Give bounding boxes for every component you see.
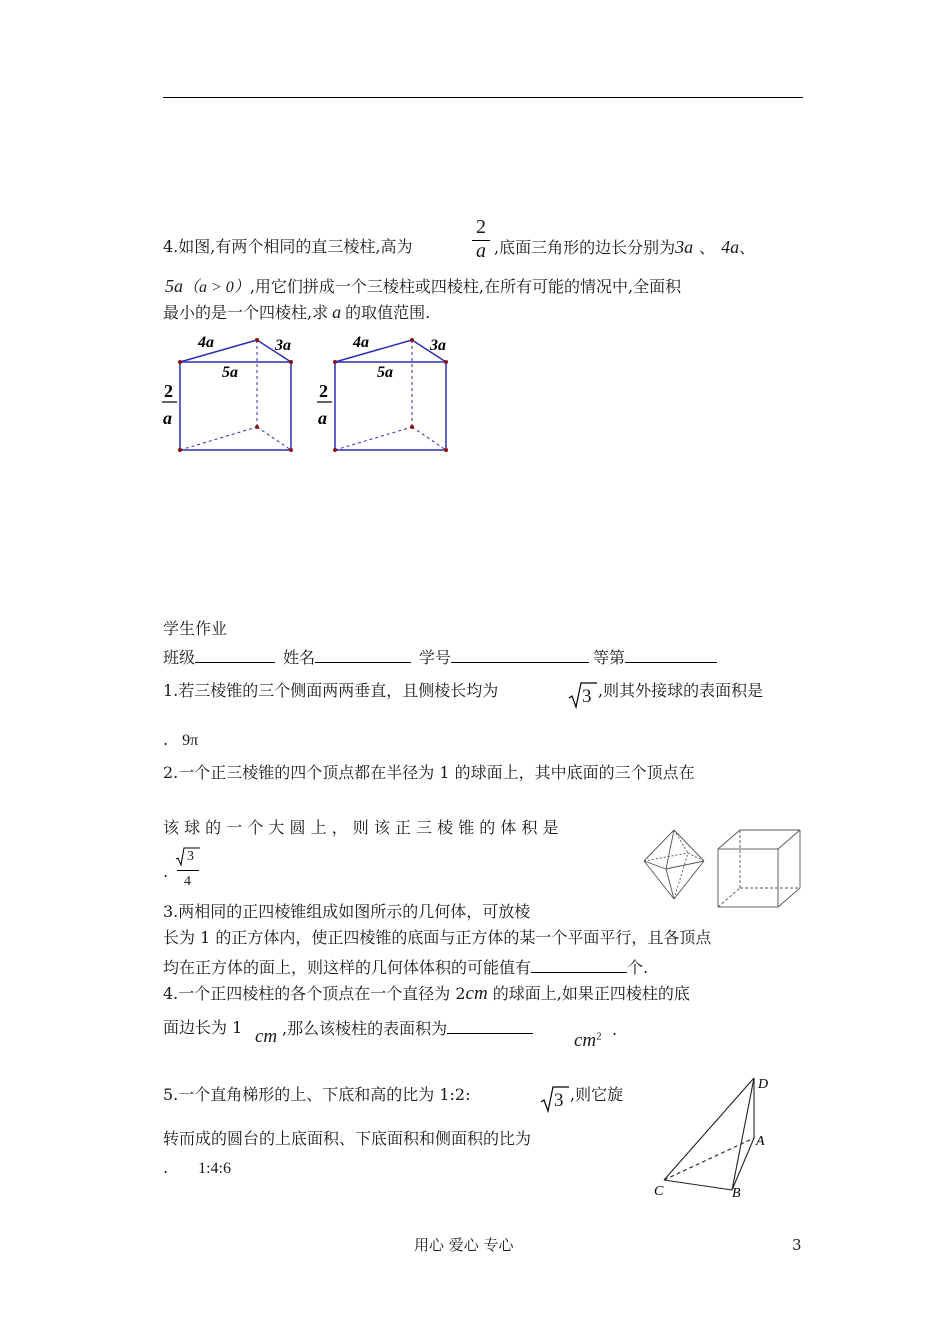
field-number-label: 学号 [419,648,452,667]
q3-line3: 均在正方体的面上，则这样的几何体体积的可能值有 个. [163,958,649,977]
q1-line1: 1.若三棱锥的三个侧面两两垂直，且侧棱长均为 [163,681,499,700]
q4-end: . [612,1020,618,1039]
field-grade-blank[interactable] [625,647,717,663]
q4-answer-blank[interactable] [447,1018,533,1034]
q2-line1: 2.一个正三棱锥的四个顶点都在半径为 1 的球面上，其中底面的三个顶点在 [163,763,695,782]
label-4a: 4a [353,334,369,351]
edge-3a: 3a [675,237,694,257]
q2-answer-fraction [174,846,202,892]
label-a: A [756,1134,765,1149]
q3-answer-blank[interactable] [531,957,627,973]
label-height-den: a [318,408,327,428]
field-class-blank[interactable] [195,647,275,663]
q2-answer-num: 3 [187,849,194,864]
q2-line2: 该 球 的 一 个 大 圆 上 ， 则 该 正 三 棱 锥 的 体 积 是 [163,818,559,837]
fraction-denominator: a [476,240,486,262]
label-b: B [732,1186,741,1201]
q1-answer: . 9π [163,730,199,749]
problem4-line1b: ,底面三角形的边长分别为3a 、 4a、 [494,237,756,257]
edge-5a: 5a [165,276,183,296]
q2-answer-prefix: . [163,862,169,881]
label-4a: 4a [198,334,214,351]
q5-sqrt-value: 3 [554,1090,564,1111]
label-5a: 5a [222,364,238,381]
problem4-text-a: 4.如图,有两个相同的直三棱柱,高为 [163,237,413,256]
q5-sqrt [540,1084,570,1114]
q3-line2: 长为 1 的正方体内，使正四棱锥的底面与正方体的某一个平面平行，且各顶点 [163,928,712,947]
homework-fields [163,647,717,668]
q5-line1b: ,则它旋 [570,1085,624,1104]
q1-line1b: ,则其外接球的表面积是 [598,681,764,700]
field-name-blank[interactable] [315,647,411,663]
label-3a: 3a [430,337,446,354]
q4-line2b: ,那么该棱柱的表面积为 [282,1018,533,1039]
edge-4a: 4a [721,237,740,257]
fraction-numerator: 2 [476,216,486,238]
problem4-line1 [163,237,412,257]
page-number: 3 [792,1236,802,1254]
footer-text: 用心 爱心 专心 [414,1236,514,1254]
label-d: D [758,1077,769,1092]
condition: （a > 0） [183,279,250,296]
prism-figures [160,330,460,462]
field-number-blank[interactable] [451,647,589,663]
q4-line1: 4.一个正四棱柱的各个顶点在一个直径为 2cm 的球面上,如果正四棱柱的底 [163,983,690,1004]
q5-line1: 5.一个直角梯形的上、下底和高的比为 1:2: [163,1085,471,1104]
prism-figure-right [317,334,448,452]
label-height-den: a [163,408,172,428]
q4-unit3: $cm^2$ [574,1030,602,1051]
q3-line1: 3.两相同的正四棱锥组成如图所示的几何体，可放棱 [163,902,531,921]
q1-sqrt-value: 3 [582,686,592,707]
label-height-num: 2 [164,381,173,401]
homework-title: 学生作业 [163,619,228,638]
q4-line2: 面边长为 1 [163,1018,243,1037]
label-c: C [654,1184,664,1199]
tetrahedron-figure [650,1068,780,1204]
field-name-label: 姓名 [283,648,316,667]
problem4-line2: 5a（a > 0）,用它们拼成一个三棱柱或四棱柱,在所有可能的情况中,全面积 [165,276,682,296]
octahedron [644,830,704,899]
field-grade-label: 等第 [593,648,626,667]
octahedron-cube-figure [636,825,806,911]
label-height-num: 2 [319,381,328,401]
q5-line2: 转而成的圆台的上底面积、下底面积和侧面积的比为 [163,1129,532,1148]
label-5a: 5a [377,364,393,381]
q5-answer: . 1:4:6 [163,1158,231,1177]
problem4-line3: 最小的是一个四棱柱,求 a 的取值范围. [163,302,431,322]
problem4-height-fraction [470,216,492,264]
cube [718,830,800,907]
label-3a: 3a [275,337,291,354]
q1-sqrt [568,680,598,710]
header-rule [163,97,803,98]
q2-answer-den: 4 [184,874,191,889]
prism-figure-left [162,334,293,452]
field-class-label: 班级 [163,648,196,667]
q4-unit2: cm [255,1026,278,1047]
